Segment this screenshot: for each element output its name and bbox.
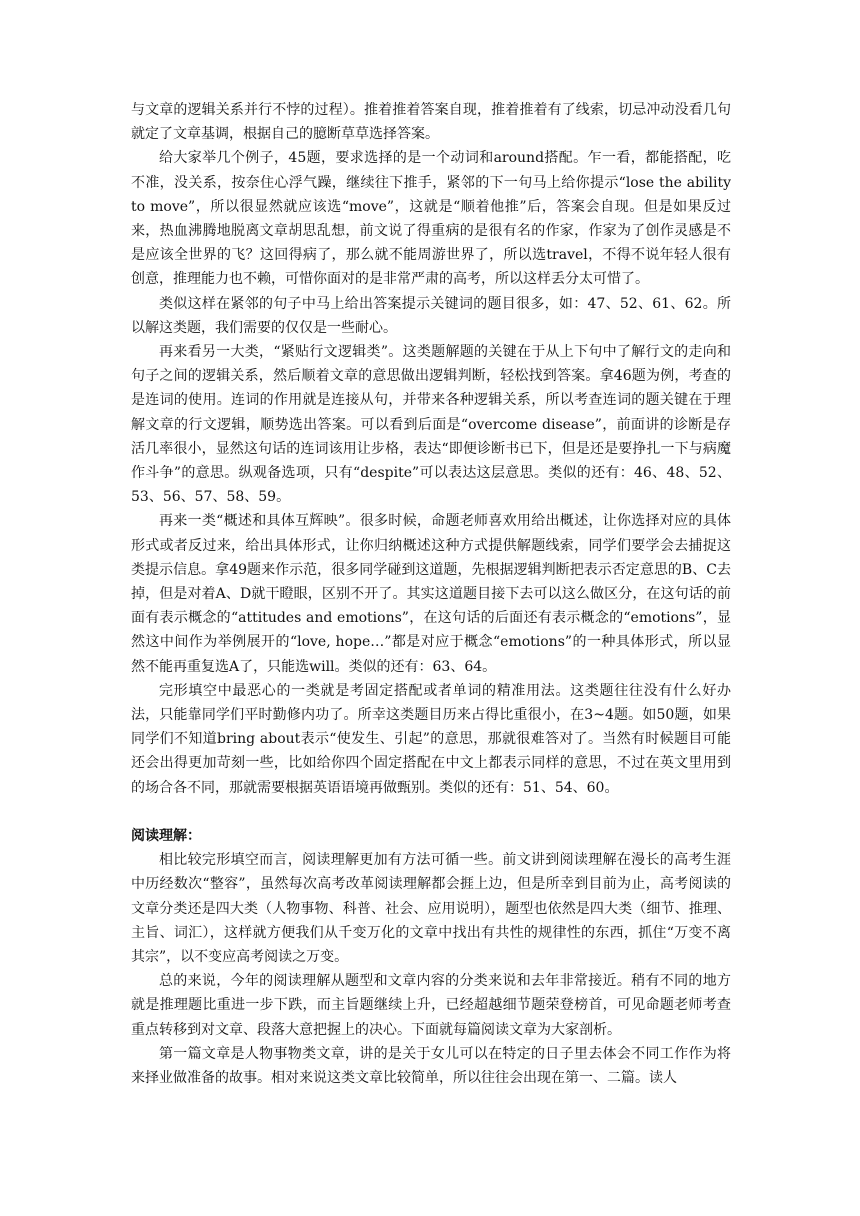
paragraph-reading-intro: 相比较完形填空而言，阅读理解更加有方法可循一些。前文讲到阅读理解在漫长的高考生涯中历经数次“整容”，虽然每次高考改革阅读理解都会捱上边，但是所幸到目前为止，高考阅读的文章分类还是四大类（人物事物、科普、社会、应用说明），题型也依然是四大类（细节、推理、主旨、词汇），这样就方便我们从千变万化的文章中找出有共性的规律性的东西，抓住“万变不离其宗”，以不变应高考阅读之万变。 bbox=[131, 852, 731, 965]
paragraph-reading-overview: 总的来说，今年的阅读理解从题型和文章内容的分类来说和去年非常接近。稍有不同的地方就是推理题比重进一步下跌，而主旨题继续上升，已经超越细节题荣登榜首，可见命题老师考查重点转移到对文章、段落大意把握上的决心。下面就每篇阅读文章为大家剖析。 bbox=[131, 973, 731, 1038]
section-heading-reading: 阅读理解： bbox=[131, 827, 201, 844]
section-spacer bbox=[131, 800, 731, 824]
paragraph-summary-detail: 再来一类“概述和具体互辉映”。很多时候，命题老师喜欢用给出概述，让你选择对应的具体形式或者反过来，给出具体形式，让你归纳概述这种方式提供解题线索，同学们要学会去捕捉这类提示信息。拿49题来作示范，很多同学碰到这道题，先根据逻辑判断把表示否定意思的B、C去掉，但是对着A、D就干瞪眼，区别不开了。其实这道题目接下去可以这么做区分，在这句话的前面有表示概念的“attitudes and emotions”，在这句话的后面还有表示概念的“emotions”，显然这中间作为举例展开的“love, hope…”都是对应于概念“emotions”的一种具体形式，所以显然不能再重复选A了，只能选will。类似的还有：63、64。 bbox=[131, 513, 731, 675]
paragraph-continuation: 与文章的逻辑关系并行不悖的过程）。推着推着答案自现，推着推着有了线索，切忌冲动没看几句就定了文章基调，根据自己的臆断草草选择答案。 bbox=[131, 102, 731, 143]
paragraph-logic-category: 再来看另一大类，“紧贴行文逻辑类”。这类题解题的关键在于从上下句中了解行文的走向和句子之间的逻辑关系，然后顺着文章的意思做出逻辑判断，轻松找到答案。拿46题为例，考查的是连词的使用。连词的作用就是连接从句，并带来各种逻辑关系，所以考查连词的题关键在于理解文章的行文逻辑，顺势选出答案。可以看到后面是“overcome disease”，前面讲的诊断是存活几率很小，显然这句话的连词该用让步格，表达“即便诊断书已下，但是还是要挣扎一下与病魔作斗争”的意思。纵观备选项，只有“despite”可以表达这层意思。类似的还有：46、48、52、53、56、57、58、59。 bbox=[131, 344, 731, 506]
paragraph-first-article: 第一篇文章是人物事物类文章，讲的是关于女儿可以在特定的日子里去体会不同工作作为将来择业做准备的故事。相对来说这类文章比较简单，所以往往会出现在第一、二篇。读人 bbox=[131, 1045, 731, 1086]
paragraph-example-45: 给大家举几个例子，45题，要求选择的是一个动词和around搭配。乍一看，都能搭配，吃不准，没关系，按奈住心浮气躁，继续往下推手，紧邻的下一句马上给你提示“lose the ability to move”，所以很显然就应该选“move”，这就是“顺着他推”后，答案会自现。但是如果反过来，热血沸腾地脱离文章胡思乱想，前文说了得重病的是很有名的作家，作家为了创作灵感是不是应该全世界的飞？这回得病了，那么就不能周游世界了，所以选travel，不得不说年轻人很有创意，推理能力也不赖，可惜你面对的是非常严肃的高考，所以这样丢分太可惜了。 bbox=[131, 150, 731, 288]
document-page bbox=[131, 98, 731, 1090]
paragraph-similar-keywords: 类似这样在紧邻的句子中马上给出答案提示关键词的题目很多，如：47、52、61、62。所以解这类题，我们需要的仅仅是一些耐心。 bbox=[131, 295, 731, 336]
paragraph-fixed-collocation: 完形填空中最恶心的一类就是考固定搭配或者单词的精准用法。这类题往往没有什么好办法，只能靠同学们平时勤修内功了。所幸这类题目历来占得比重很小，在3~4题。如50题，如果同学们不知道bring about表示“使发生、引起”的意思，那就很难答对了。当然有时候题目可能还会出得更加苛刻一些，比如给你四个固定搭配在中文上都表示同样的意思，不过在英文里用到的场合各不同，那就需要根据英语语境再做甄别。类似的还有：51、54、60。 bbox=[131, 682, 731, 796]
